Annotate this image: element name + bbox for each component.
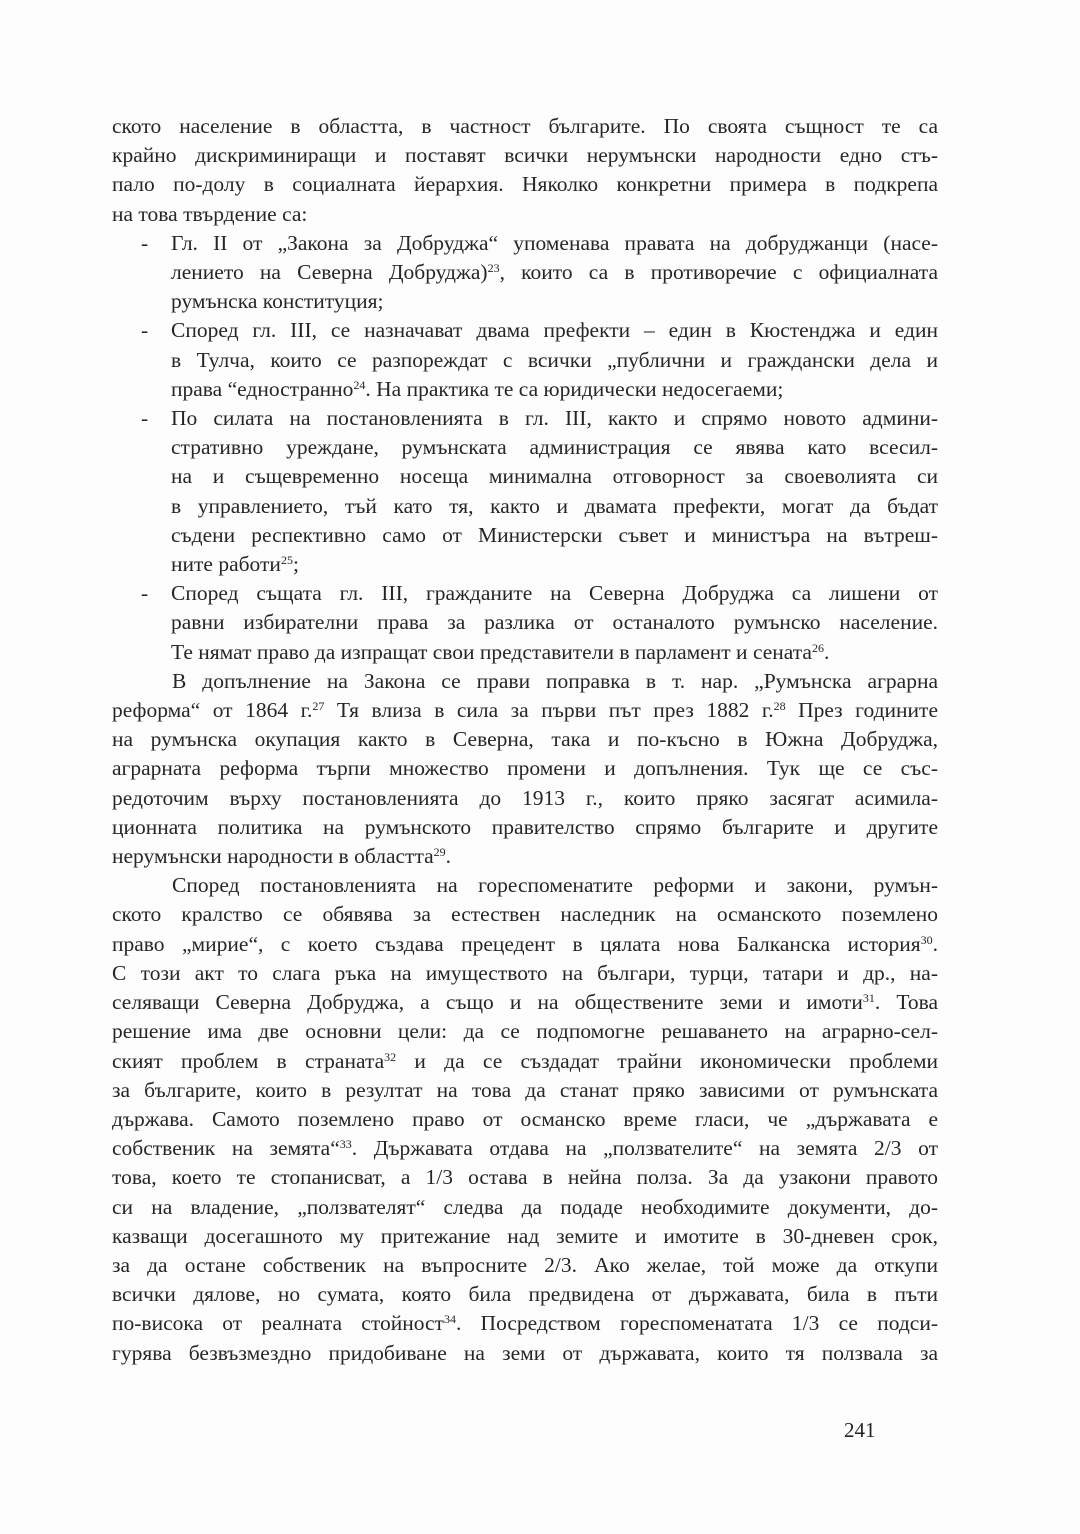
text-span: права “едностранно xyxy=(171,376,354,401)
text-span: лението на Северна Добруджа) xyxy=(171,260,488,285)
text-span: ; xyxy=(292,552,299,577)
text-span: Тя влиза в сила за първи път през 1882 г. xyxy=(324,698,774,723)
text-line xyxy=(171,638,938,667)
text-span: ните работи xyxy=(171,552,281,577)
list-dash: - xyxy=(141,318,149,343)
text-span: Те нямат право да изпращат свои представители в парламент и сената xyxy=(171,639,812,664)
text-line: Според гл. III, се назначават двама префекти – един в Кюстенджа и един xyxy=(171,318,938,343)
footnote-ref: 25 xyxy=(280,553,293,568)
paragraph-land-law xyxy=(112,871,938,1367)
text-line: на румънска окупация както в Северна, така и по-късно в Южна Добруджа, xyxy=(112,727,938,752)
list-item xyxy=(112,316,938,404)
text-span: . xyxy=(823,639,830,664)
text-line: редоточим върху постановленията до 1913 г., които пряко засягат асимила- xyxy=(112,785,938,810)
list-dash: - xyxy=(141,406,149,431)
text-span: . На практика те са юридически недосегаеми; xyxy=(365,376,784,401)
text-line: всички дялове, но сумата, която била предвидена от държавата, била в пъти xyxy=(112,1282,938,1307)
text-line: равни избирателни права за разлика от останалото румънско население. xyxy=(171,610,938,635)
footnote-ref: 23 xyxy=(487,261,500,276)
text-line: решение има две основни цели: да се подпомогне решаването на аграрно-сел- xyxy=(112,1019,938,1044)
paragraph-intro xyxy=(112,112,938,229)
text-line: пало по-долу в социалната йерархия. Няколко конкретни примера в подкрепа xyxy=(112,172,938,197)
text-span: . Посредством гореспоменатата 1/3 се подси- xyxy=(455,1311,938,1336)
text-span: по-висока от реалната стойност xyxy=(112,1311,444,1336)
footnote-ref: 32 xyxy=(384,1049,397,1064)
text-line: на и същевременно носеща минимална отговорност за своеволията си xyxy=(171,464,938,489)
text-line: на това твърдение са: xyxy=(112,201,308,226)
list-item xyxy=(112,229,938,317)
text-line: румънска конституция; xyxy=(171,289,384,314)
text-span: ският проблем в страната xyxy=(112,1048,385,1073)
text-span: . xyxy=(932,931,938,956)
text-line: стративно уреждане, румънската администрация се явява като всесил- xyxy=(171,435,938,460)
text-line: казващи досегашното му притежание над земите и имотите в 30-дневен срок, xyxy=(112,1223,938,1248)
text-line: в Тулча, които се разпореждат с всички „публични и граждански дела и xyxy=(171,347,938,372)
footnote-ref: 29 xyxy=(433,845,446,860)
paragraph-agrarian-reform xyxy=(112,667,938,871)
text-line: си на владение, „ползвателят“ следва да подаде необходимите документи, до- xyxy=(112,1194,938,1219)
text-line: аграрната реформа търпи множество промени и допълнения. Тук ще се със- xyxy=(112,756,938,781)
footnote-ref: 27 xyxy=(312,699,325,714)
text-line: за българите, които в резултат на това да станат пряко зависими от румънската xyxy=(112,1077,938,1102)
text-line: съдени респективно само от Министерски съвет и министъра на вътреш- xyxy=(171,522,938,547)
text-line xyxy=(112,1309,938,1338)
footnote-ref: 26 xyxy=(811,640,824,655)
footnote-ref: 34 xyxy=(443,1312,456,1327)
footnote-ref: 28 xyxy=(773,699,786,714)
text-line xyxy=(112,842,938,871)
text-span: реформа“ от 1864 г. xyxy=(112,698,313,723)
list-dash: - xyxy=(141,230,149,255)
text-span: През годините xyxy=(785,698,938,723)
text-line xyxy=(171,550,938,579)
text-span: селяващи Северна Добруджа, а също и на обществените земи и имоти xyxy=(112,990,863,1015)
text-line: гурява безвъзмездно придобиване на земи от държавата, които тя ползвала за xyxy=(112,1340,938,1365)
text-line xyxy=(112,1047,938,1076)
footnote-ref: 33 xyxy=(339,1137,352,1152)
text-line xyxy=(171,258,938,287)
text-line: ското кралство се обявява за естествен наследник на османското поземлено xyxy=(112,902,938,927)
footnote-ref: 30 xyxy=(920,932,933,947)
footnote-ref: 24 xyxy=(353,377,366,392)
list-dash: - xyxy=(141,581,149,606)
text-span: . Държавата отдава на „ползвателите“ на земята 2/3 от xyxy=(351,1136,938,1161)
text-span: и да се създадат трайни икономически проблеми xyxy=(396,1048,939,1073)
text-line: в управлението, тъй като тя, както и двамата префекти, могат да бъдат xyxy=(171,493,938,518)
text-line: това, което те стопанисват, а 1/3 остава в нейна полза. За да узакони правото xyxy=(112,1165,938,1190)
text-line xyxy=(112,930,938,959)
text-span: право „мирие“, с което създава прецедент в цялата нова Балканска история xyxy=(112,931,921,956)
text-line xyxy=(112,988,938,1017)
text-line: за да остане собственик на въпросните 2/3. Ако желае, той може да откупи xyxy=(112,1252,938,1277)
text-line: държава. Самото поземлено право от османско време гласи, че „държавата е xyxy=(112,1106,938,1131)
text-line: Според същата гл. III, гражданите на Северна Добруджа са лишени от xyxy=(171,581,938,606)
body-text xyxy=(112,112,938,1368)
text-line: В допълнение на Закона се прави поправка в т. нар. „Румънска аграрна xyxy=(172,668,938,693)
text-span: собственик на земята“ xyxy=(112,1136,340,1161)
text-line: ционната политика на румънското правителство спрямо българите и другите xyxy=(112,814,938,839)
list-item xyxy=(112,404,938,579)
text-line: Според постановленията на гореспоменатите реформи и закони, румън- xyxy=(172,873,938,898)
text-line: крайно дискриминиращи и поставят всички нерумънски народности едно стъ- xyxy=(112,143,938,168)
text-span: нерумънски народности в областта xyxy=(112,844,434,869)
text-line xyxy=(171,375,938,404)
text-line xyxy=(112,1134,938,1163)
dash-list xyxy=(112,229,938,667)
text-line: С този акт то слага ръка на имуществото на българи, турци, татари и др., на- xyxy=(112,960,938,985)
list-item xyxy=(112,579,938,667)
text-line: ското население в областта, в частност българите. По своята същност те са xyxy=(112,114,938,138)
text-line: Гл. II от „Закона за Добруджа“ упоменава правата на добруджанци (насе- xyxy=(171,230,938,255)
text-span: . xyxy=(445,844,452,869)
text-span: , които са в противоречие с официалната xyxy=(499,260,938,285)
text-line: По силата на постановленията в гл. III, както и спрямо новото админи- xyxy=(171,406,938,431)
page-number: 241 xyxy=(844,1418,876,1442)
footnote-ref: 31 xyxy=(862,991,875,1006)
text-span: . Това xyxy=(874,990,938,1015)
text-line xyxy=(112,696,938,725)
